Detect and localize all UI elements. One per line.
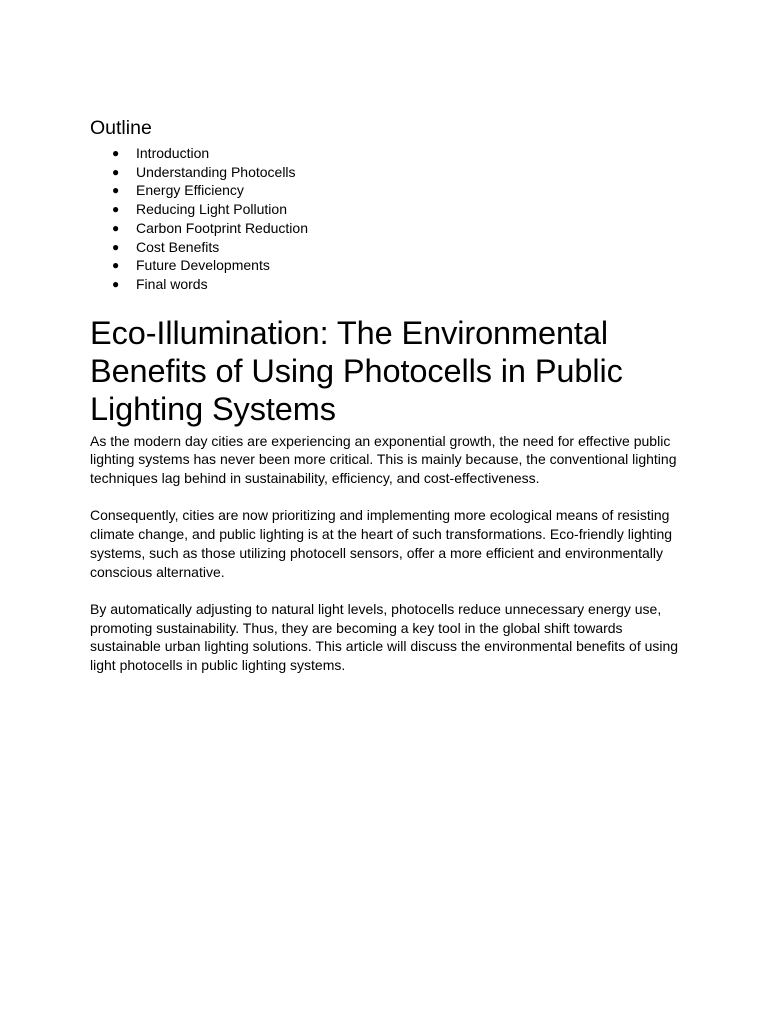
bullet-icon: ●: [112, 183, 120, 198]
outline-item-label: Understanding Photocells: [136, 163, 296, 180]
article-paragraph: By automatically adjusting to natural light levels, photocells reduce unnecessary energy use, promoting sustainability. Thus, they are becoming a key tool in the global shift towards sustainable urban lighting solutions. This article will discuss the environmental benefits of using light photocells in public lighting systems.: [90, 600, 679, 674]
article-paragraph: As the modern day cities are experiencing an exponential growth, the need for effective public lighting systems has never been more critical. This is mainly because, the conventional lighting techniques lag behind in sustainability, efficiency, and cost-effectiveness.: [90, 432, 677, 487]
article-paragraph: Consequently, cities are now prioritizing and implementing more ecological means of resisting climate change, and public lighting is at the heart of such transformations. Eco-friendly lighting systems, such as those utilizing photocell sensors, offer a more efficient and environmentally conscious alternative.: [90, 507, 673, 580]
outline-item-label: Carbon Footprint Reduction: [136, 219, 308, 236]
outline-item: [90, 200, 680, 219]
outline-item: [90, 181, 680, 200]
outline-item-label: Energy Efficiency: [136, 182, 244, 199]
bullet-icon: ●: [112, 276, 120, 291]
outline-item: [90, 144, 680, 163]
outline-item: [90, 238, 680, 257]
outline-heading: Outline: [90, 117, 152, 139]
bullet-icon: ●: [112, 220, 120, 235]
outline-item-label: Introduction: [136, 145, 210, 161]
bullet-icon: ●: [112, 258, 120, 273]
outline-item: [90, 275, 680, 294]
outline-item: [90, 256, 680, 275]
outline-item-label: Reducing Light Pollution: [136, 201, 287, 218]
bullet-icon: ●: [112, 239, 120, 254]
outline-list: [90, 144, 680, 294]
outline-item-label: Cost Benefits: [136, 238, 220, 255]
outline-item-label: Final words: [136, 275, 208, 292]
article-title: Eco-Illumination: The Environmental Benefits of Using Photocells in Public Lighting Systems: [90, 314, 623, 427]
outline-item: [90, 219, 680, 238]
outline-item: [90, 163, 680, 182]
bullet-icon: ●: [112, 202, 120, 217]
outline-item-label: Future Developments: [136, 257, 270, 274]
bullet-icon: ●: [112, 164, 120, 179]
bullet-icon: ●: [112, 146, 120, 160]
document-content: [90, 116, 680, 693]
